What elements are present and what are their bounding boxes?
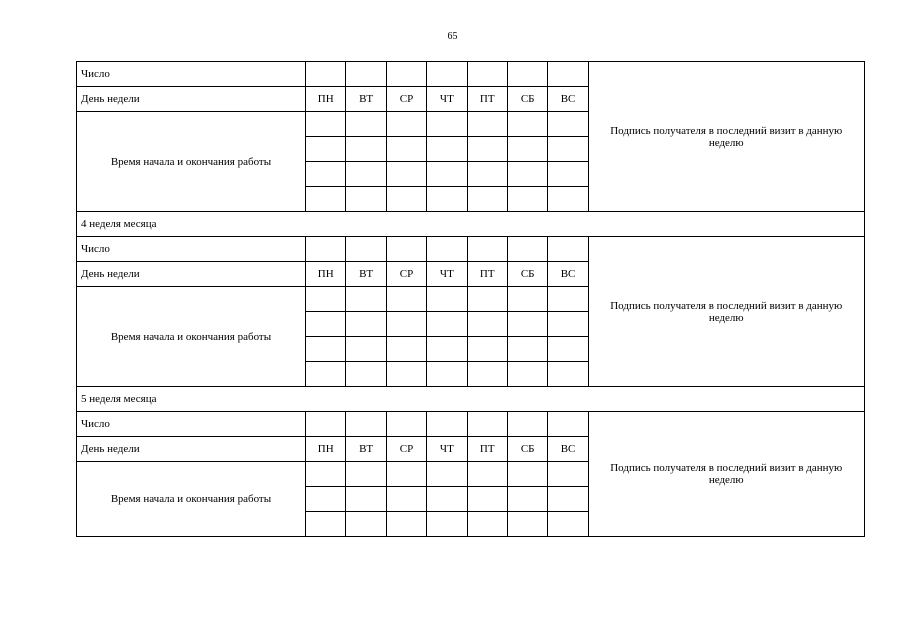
time-cell[interactable] <box>427 462 467 487</box>
time-cell[interactable] <box>507 362 547 387</box>
day-header: ПТ <box>467 437 507 462</box>
date-cell[interactable] <box>386 412 426 437</box>
day-header: ЧТ <box>427 87 467 112</box>
time-cell[interactable] <box>386 487 426 512</box>
time-cell[interactable] <box>548 112 588 137</box>
date-cell[interactable] <box>507 412 547 437</box>
day-header: ВС <box>548 262 588 287</box>
time-cell[interactable] <box>507 137 547 162</box>
day-header: ВТ <box>346 87 386 112</box>
time-label: Время начала и окончания работы <box>77 112 306 212</box>
time-cell[interactable] <box>507 487 547 512</box>
number-row <box>77 237 865 262</box>
time-cell[interactable] <box>306 162 346 187</box>
week-header: 4 неделя месяца <box>77 212 865 237</box>
weekday-label: День недели <box>77 87 306 112</box>
time-cell[interactable] <box>467 187 507 212</box>
day-header: ВТ <box>346 437 386 462</box>
number-row <box>77 412 865 437</box>
time-cell[interactable] <box>386 287 426 312</box>
time-cell[interactable] <box>386 362 426 387</box>
time-cell[interactable] <box>306 462 346 487</box>
time-cell[interactable] <box>306 312 346 337</box>
time-cell[interactable] <box>548 187 588 212</box>
time-cell[interactable] <box>467 362 507 387</box>
time-cell[interactable] <box>467 462 507 487</box>
time-cell[interactable] <box>427 312 467 337</box>
time-cell[interactable] <box>346 312 386 337</box>
day-header: ВТ <box>346 262 386 287</box>
time-cell[interactable] <box>548 162 588 187</box>
time-cell[interactable] <box>346 362 386 387</box>
time-cell[interactable] <box>386 312 426 337</box>
time-cell[interactable] <box>548 362 588 387</box>
week-header: 5 неделя месяца <box>77 387 865 412</box>
time-cell[interactable] <box>507 287 547 312</box>
time-cell[interactable] <box>507 337 547 362</box>
time-cell[interactable] <box>467 337 507 362</box>
date-cell[interactable] <box>467 62 507 87</box>
time-cell[interactable] <box>306 137 346 162</box>
time-cell[interactable] <box>467 312 507 337</box>
number-label: Число <box>77 412 306 437</box>
day-header: ЧТ <box>427 437 467 462</box>
time-cell[interactable] <box>386 337 426 362</box>
schedule-body <box>77 62 865 537</box>
time-label: Время начала и окончания работы <box>77 462 306 537</box>
time-cell[interactable] <box>427 487 467 512</box>
time-cell[interactable] <box>346 487 386 512</box>
day-header: СР <box>386 437 426 462</box>
page-number: 65 <box>447 31 458 42</box>
time-cell[interactable] <box>306 287 346 312</box>
date-cell[interactable] <box>548 62 588 87</box>
date-cell[interactable] <box>467 237 507 262</box>
day-header: СР <box>386 87 426 112</box>
signature-cell[interactable]: Подпись получателя в последний визит в данную неделю <box>588 237 864 387</box>
number-row <box>77 62 865 87</box>
time-cell[interactable] <box>427 137 467 162</box>
time-cell[interactable] <box>306 487 346 512</box>
time-cell[interactable] <box>548 312 588 337</box>
time-cell[interactable] <box>507 312 547 337</box>
time-cell[interactable] <box>386 137 426 162</box>
time-cell[interactable] <box>386 512 426 537</box>
time-cell[interactable] <box>427 512 467 537</box>
time-cell[interactable] <box>548 287 588 312</box>
day-header: ВС <box>548 87 588 112</box>
signature-cell[interactable]: Подпись получателя в последний визит в данную неделю <box>588 412 864 537</box>
time-cell[interactable] <box>548 512 588 537</box>
date-cell[interactable] <box>346 237 386 262</box>
time-cell[interactable] <box>346 162 386 187</box>
time-cell[interactable] <box>346 112 386 137</box>
time-cell[interactable] <box>427 362 467 387</box>
time-cell[interactable] <box>548 462 588 487</box>
date-cell[interactable] <box>548 237 588 262</box>
time-cell[interactable] <box>507 512 547 537</box>
week-header-row <box>77 212 865 237</box>
time-cell[interactable] <box>306 337 346 362</box>
time-cell[interactable] <box>507 462 547 487</box>
day-header: СБ <box>507 262 547 287</box>
time-cell[interactable] <box>507 112 547 137</box>
day-header: ПТ <box>467 87 507 112</box>
time-cell[interactable] <box>386 187 426 212</box>
day-header: СР <box>386 262 426 287</box>
time-cell[interactable] <box>467 137 507 162</box>
date-cell[interactable] <box>427 412 467 437</box>
time-cell[interactable] <box>346 337 386 362</box>
time-cell[interactable] <box>306 362 346 387</box>
time-cell[interactable] <box>548 337 588 362</box>
time-cell[interactable] <box>427 287 467 312</box>
day-header: ВС <box>548 437 588 462</box>
time-cell[interactable] <box>467 287 507 312</box>
time-cell[interactable] <box>548 487 588 512</box>
time-cell[interactable] <box>346 287 386 312</box>
date-cell[interactable] <box>306 412 346 437</box>
date-cell[interactable] <box>346 62 386 87</box>
day-header: СБ <box>507 437 547 462</box>
week-header-row <box>77 387 865 412</box>
weekday-label: День недели <box>77 262 306 287</box>
time-cell[interactable] <box>346 512 386 537</box>
date-cell[interactable] <box>386 62 426 87</box>
time-cell[interactable] <box>306 512 346 537</box>
time-cell[interactable] <box>467 112 507 137</box>
time-cell[interactable] <box>386 162 426 187</box>
time-cell[interactable] <box>548 137 588 162</box>
time-cell[interactable] <box>467 512 507 537</box>
time-cell[interactable] <box>467 487 507 512</box>
day-header: ПН <box>306 262 346 287</box>
time-cell[interactable] <box>507 162 547 187</box>
date-cell[interactable] <box>346 412 386 437</box>
schedule-table <box>76 61 865 537</box>
time-cell[interactable] <box>346 187 386 212</box>
time-cell[interactable] <box>386 112 426 137</box>
time-cell[interactable] <box>427 337 467 362</box>
time-cell[interactable] <box>346 462 386 487</box>
day-header: ПТ <box>467 262 507 287</box>
day-header: ЧТ <box>427 262 467 287</box>
time-cell[interactable] <box>507 187 547 212</box>
date-cell[interactable] <box>427 237 467 262</box>
date-cell[interactable] <box>467 412 507 437</box>
time-cell[interactable] <box>386 462 426 487</box>
time-label: Время начала и окончания работы <box>77 287 306 387</box>
date-cell[interactable] <box>507 237 547 262</box>
date-cell[interactable] <box>306 62 346 87</box>
date-cell[interactable] <box>386 237 426 262</box>
weekday-label: День недели <box>77 437 306 462</box>
time-cell[interactable] <box>306 112 346 137</box>
number-label: Число <box>77 237 306 262</box>
number-label: Число <box>77 62 306 87</box>
time-cell[interactable] <box>427 112 467 137</box>
time-cell[interactable] <box>467 162 507 187</box>
day-header: СБ <box>507 87 547 112</box>
date-cell[interactable] <box>548 412 588 437</box>
date-cell[interactable] <box>427 62 467 87</box>
time-cell[interactable] <box>346 137 386 162</box>
date-cell[interactable] <box>306 237 346 262</box>
day-header: ПН <box>306 87 346 112</box>
date-cell[interactable] <box>507 62 547 87</box>
time-cell[interactable] <box>427 162 467 187</box>
signature-cell[interactable]: Подпись получателя в последний визит в данную неделю <box>588 62 864 212</box>
time-cell[interactable] <box>306 187 346 212</box>
time-cell[interactable] <box>427 187 467 212</box>
day-header: ПН <box>306 437 346 462</box>
